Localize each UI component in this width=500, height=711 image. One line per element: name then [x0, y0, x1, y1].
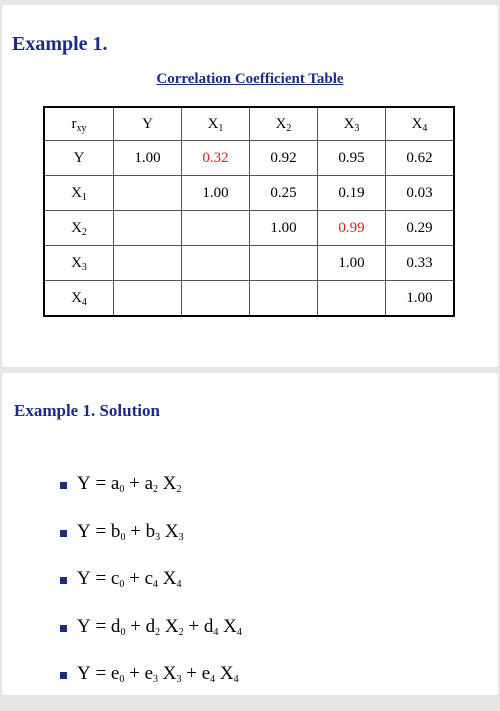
- equation-term-base: Y = c: [77, 568, 120, 589]
- row-label: [44, 211, 114, 246]
- header-cell: [114, 107, 182, 141]
- row-label: [44, 141, 114, 176]
- table-cell: 1.00: [250, 211, 318, 246]
- header-label-subscript: 3: [354, 122, 360, 134]
- row-label-subscript: 1: [81, 191, 87, 203]
- equation-term-subscript: 0: [119, 579, 125, 590]
- correlation-table: [43, 106, 455, 317]
- header-label-subscript: 4: [422, 122, 428, 134]
- equation-term-base: X: [160, 520, 179, 542]
- equation-text: [77, 663, 239, 685]
- table-cell: 0.03: [386, 176, 455, 211]
- header-label-base: Y: [142, 115, 153, 132]
- equation-term-base: X: [160, 615, 179, 637]
- table-caption: Correlation Coefficient Table: [156, 71, 344, 87]
- equation-text: [77, 521, 184, 543]
- table-cell: [318, 281, 386, 317]
- header-label-subscript: 1: [218, 122, 224, 134]
- table-header-row: [44, 107, 454, 141]
- equation-item: [60, 568, 242, 616]
- row-label-subscript: 4: [81, 296, 87, 308]
- square-bullet-icon: [60, 577, 67, 584]
- header-label-base: X: [275, 115, 287, 132]
- row-label: [44, 176, 114, 211]
- header-label-base: X: [343, 115, 355, 132]
- table-cell: [182, 211, 250, 246]
- square-bullet-icon: [60, 530, 67, 537]
- equation-term-base: + c: [124, 568, 154, 589]
- table-row: [44, 141, 454, 176]
- table-cell: 0.33: [386, 246, 455, 281]
- table-row: [44, 211, 454, 246]
- equation-term-subscript: 4: [233, 674, 239, 685]
- row-label-subscript: 3: [81, 261, 87, 273]
- equation-text: [77, 568, 182, 590]
- table-cell: 0.32: [182, 141, 250, 176]
- row-label-base: X: [71, 219, 82, 236]
- equation-term-subscript: 0: [120, 531, 126, 543]
- square-bullet-icon: [60, 672, 67, 679]
- header-cell: [386, 107, 455, 141]
- equation-term-subscript: 3: [155, 531, 161, 543]
- equation-term-subscript: 0: [119, 674, 125, 685]
- equation-term-subscript: 4: [236, 626, 242, 638]
- equation-term-subscript: 2: [153, 484, 159, 495]
- equation-term-base: + e: [124, 663, 154, 684]
- header-cell: [182, 107, 250, 141]
- equation-item: [60, 473, 242, 521]
- table-cell: 0.95: [318, 141, 386, 176]
- equation-term-subscript: 0: [120, 626, 126, 638]
- table-row: [44, 246, 454, 281]
- square-bullet-icon: [60, 482, 67, 489]
- row-label-subscript: 2: [81, 226, 87, 238]
- row-label-base: X: [71, 184, 82, 201]
- row-label: [44, 281, 114, 317]
- equation-term-subscript: 2: [155, 626, 161, 638]
- equation-item: [60, 616, 242, 664]
- example-title: Example 1.: [12, 33, 108, 55]
- header-cell: [250, 107, 318, 141]
- equation-term-base: + d: [183, 615, 214, 637]
- header-label-base: r: [71, 115, 77, 132]
- equation-text: [77, 616, 242, 638]
- equation-term-base: X: [218, 615, 237, 637]
- equation-term-base: + e: [181, 663, 211, 684]
- table-cell: 1.00: [182, 176, 250, 211]
- equation-term-base: X: [158, 473, 177, 494]
- header-cell: [44, 107, 114, 141]
- equation-term-subscript: 4: [210, 674, 216, 685]
- equation-term-subscript: 2: [178, 626, 184, 638]
- equation-term-base: Y = e: [77, 663, 120, 684]
- equation-term-subscript: 3: [153, 674, 159, 685]
- equation-term-base: X: [215, 663, 234, 684]
- header-cell: [318, 107, 386, 141]
- row-label-base: X: [71, 289, 82, 306]
- solution-title: Example 1. Solution: [14, 401, 160, 420]
- equation-term-base: X: [158, 568, 177, 589]
- equation-term-subscript: 3: [178, 531, 184, 543]
- square-bullet-icon: [60, 625, 67, 632]
- table-row: [44, 176, 454, 211]
- equation-term-base: Y = b: [77, 520, 121, 542]
- equation-term-subscript: 0: [119, 484, 125, 495]
- table-cell: [250, 246, 318, 281]
- equation-text: [77, 473, 182, 495]
- equation-term-subscript: 4: [153, 579, 159, 590]
- header-label-base: X: [411, 115, 423, 132]
- table-cell: 1.00: [386, 281, 455, 317]
- equation-term-subscript: 4: [213, 626, 219, 638]
- table-cell: [114, 211, 182, 246]
- table-cell: 0.92: [250, 141, 318, 176]
- header-label-base: X: [207, 115, 219, 132]
- table-cell: [114, 246, 182, 281]
- header-label-subscript: xy: [76, 122, 87, 134]
- table-cell: [182, 281, 250, 317]
- equation-term-base: + a: [124, 473, 154, 494]
- row-label-base: X: [71, 254, 82, 271]
- slide-example-1-solution: [2, 373, 498, 695]
- equation-item: [60, 521, 242, 569]
- table-cell: 0.29: [386, 211, 455, 246]
- equation-term-subscript: 3: [176, 674, 182, 685]
- table-row: [44, 281, 454, 317]
- equation-term-base: Y = d: [77, 615, 121, 637]
- equation-term-base: Y = a: [77, 473, 120, 494]
- row-label-base: Y: [73, 149, 85, 166]
- equation-list: [60, 473, 242, 711]
- equation-term-base: X: [158, 663, 177, 684]
- table-cell: [250, 281, 318, 317]
- equation-term-base: + d: [125, 615, 156, 637]
- header-label-subscript: 2: [286, 122, 292, 134]
- equation-term-subscript: 4: [176, 579, 182, 590]
- table-cell: 1.00: [114, 141, 182, 176]
- equation-term-base: + b: [125, 520, 156, 542]
- table-cell: [182, 246, 250, 281]
- equation-item: [60, 663, 242, 711]
- row-label: [44, 246, 114, 281]
- equation-term-subscript: 2: [176, 484, 182, 495]
- slide-example-1: [2, 5, 498, 367]
- table-cell: 0.19: [318, 176, 386, 211]
- table-cell: 1.00: [318, 246, 386, 281]
- table-cell: 0.62: [386, 141, 455, 176]
- table-cell: [114, 281, 182, 317]
- table-cell: [114, 176, 182, 211]
- table-cell: 0.99: [318, 211, 386, 246]
- table-cell: 0.25: [250, 176, 318, 211]
